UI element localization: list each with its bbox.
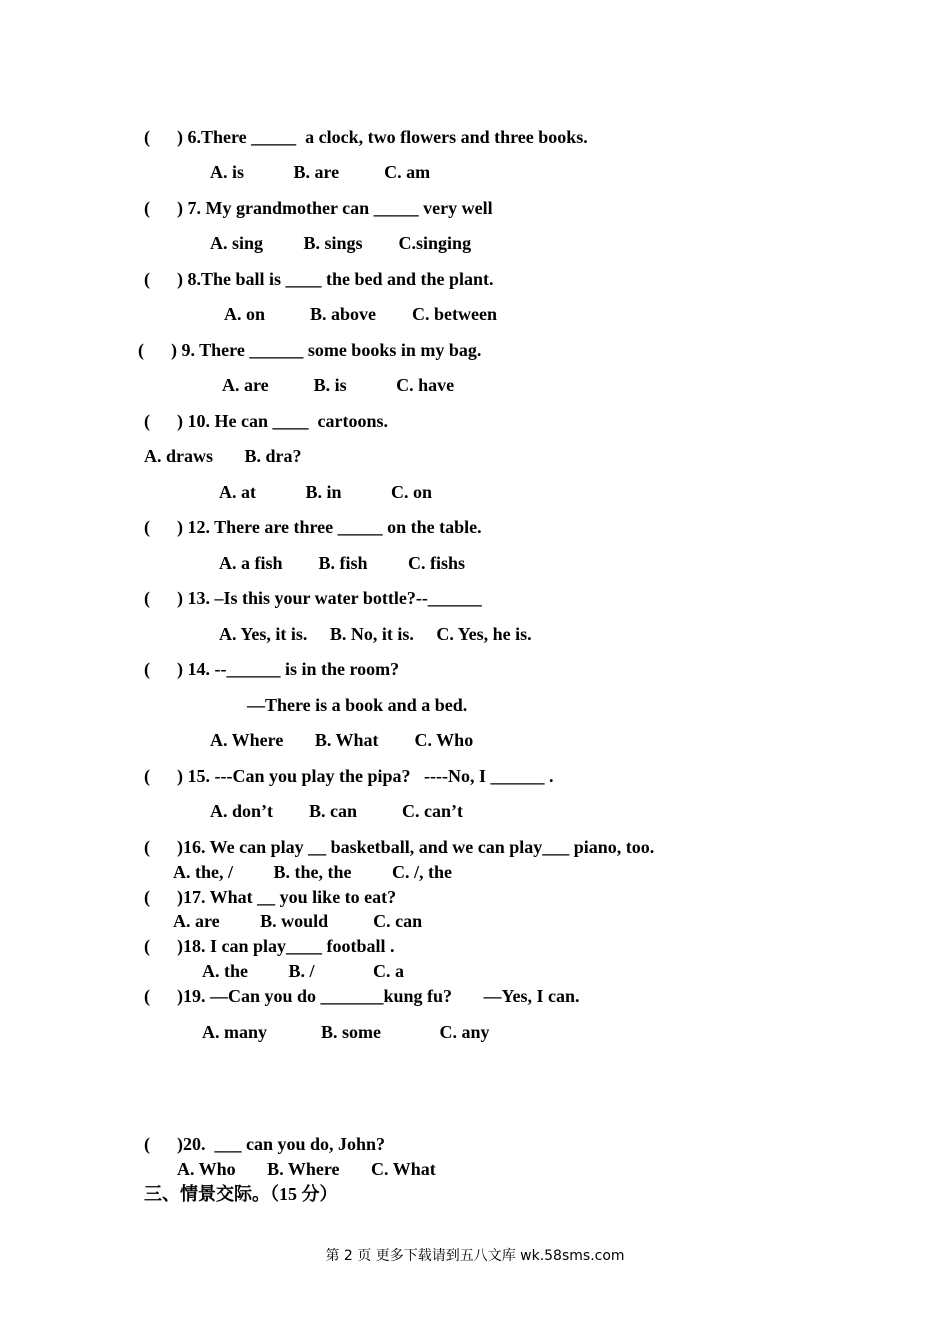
options-17: A. are B. would C. can [173,911,423,931]
question-9: ( ) 9. There ______ some books in my bag. [138,340,482,360]
options-16: A. the, / B. the, the C. /, the [173,862,452,882]
section-heading: 三、情景交际。（15 分） [144,1184,338,1204]
question-7: ( ) 7. My grandmother can _____ very well [144,198,493,218]
options-18: A. the B. / C. a [202,961,404,981]
question-8: ( ) 8.The ball is ____ the bed and the plant. [144,269,494,289]
question-6: ( ) 6.There _____ a clock, two flowers and three books. [144,127,588,147]
options-12: A. a fish B. fish C. fishs [219,553,466,573]
options-10: A. draws B. dra? [144,446,302,466]
options-9: A. are B. is C. have [222,375,455,395]
options-7: A. sing B. sings C.singing [210,233,472,253]
options-20: A. Who B. Where C. What [177,1159,436,1179]
question-18: ( )18. I can play____ football . [144,936,395,956]
options-6: A. is B. are C. am [210,162,431,182]
options-15: A. don’t B. can C. can’t [210,801,464,821]
question-15: ( ) 15. ---Can you play the pipa? ----No, I ______ . [144,766,554,786]
question-19: ( )19. —Can you do _______kung fu? —Yes, I can. [144,986,580,1006]
question-16: ( )16. We can play __ basketball, and we can play___ piano, too. [144,837,655,857]
question-17: ( )17. What __ you like to eat? [144,887,397,907]
options-19: A. many B. some C. any [202,1022,490,1042]
question-14: ( ) 14. --______ is in the room? [144,659,400,679]
question-10: ( ) 10. He can ____ cartoons. [144,411,388,431]
page-footer: 第 2 页 更多下载请到五八文库 wk.58sms.com [325,1248,625,1264]
options-11: A. at B. in C. on [219,482,433,502]
options-8: A. on B. above C. between [224,304,497,324]
question-20: ( )20. ___ can you do, John? [144,1134,386,1154]
answer-line-14: —There is a book and a bed. [247,695,468,715]
question-13: ( ) 13. –Is this your water bottle?--______ [144,588,482,608]
options-14: A. Where B. What C. Who [210,730,474,750]
options-13: A. Yes, it is. B. No, it is. C. Yes, he is. [219,624,532,644]
question-12: ( ) 12. There are three _____ on the table. [144,517,482,537]
